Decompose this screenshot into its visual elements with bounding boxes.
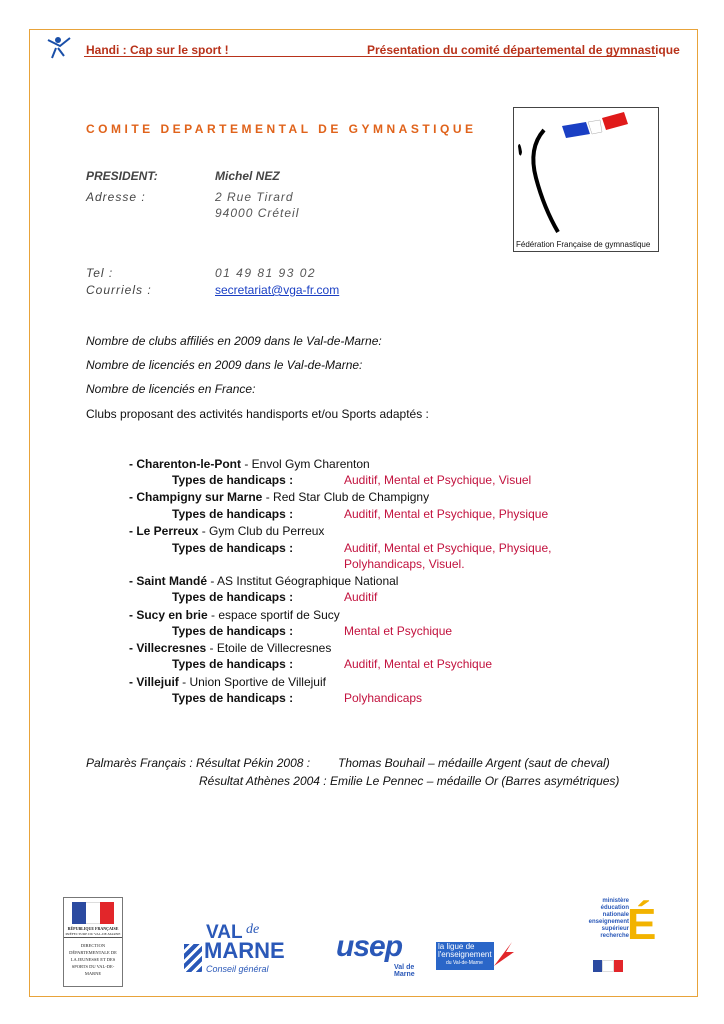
prefecture-direction: DIRECTION DÉPARTEMENTALE DE LA JEUNESSE ET DES SPORTS DU VAL-DE-MARNE <box>69 943 117 976</box>
palmares-pekin: Thomas Bouhail – médaille Argent (saut de cheval) <box>338 756 610 770</box>
stat-licencies-france: Nombre de licenciés en France: <box>86 382 256 396</box>
club-name: - Red Star Club de Champigny <box>262 490 430 504</box>
club-town: - Le Perreux <box>129 524 199 538</box>
ministere-line: ministère <box>602 898 629 904</box>
ministere-logo <box>585 898 665 980</box>
palmares-label: Palmarès Français : Résultat Pékin 2008 : <box>86 756 311 770</box>
ministere-line: enseignement <box>588 919 629 925</box>
club-item <box>129 641 331 655</box>
valdemarne-conseil: Conseil général <box>206 964 269 974</box>
header-rule <box>84 56 656 57</box>
club-item <box>129 490 429 504</box>
handicap-label: Types de handicaps : <box>172 590 294 604</box>
handicap-label: Types de handicaps : <box>172 624 294 638</box>
ministere-line: nationale <box>602 912 629 918</box>
handicap-label: Types de handicaps : <box>172 473 294 487</box>
valdemarne-stripes-icon <box>184 944 202 972</box>
club-name: - Union Sportive de Villejuif <box>178 675 326 689</box>
club-item <box>129 675 326 689</box>
ffg-caption: Fédération Française de gymnastique <box>516 240 651 249</box>
club-name: - Etoile de Villecresnes <box>206 641 332 655</box>
club-name: - Envol Gym Charenton <box>241 457 370 471</box>
president-label: PRESIDENT: <box>86 169 158 183</box>
valdemarne-logo <box>184 922 288 980</box>
ligue-line1: la ligue de <box>438 942 475 951</box>
stat-clubs-2009: Nombre de clubs affiliés en 2009 dans le Val-de-Marne: <box>86 334 382 348</box>
header-right: Présentation du comité départemental de gymnastique <box>367 43 680 57</box>
handicap-label: Types de handicaps : <box>172 507 294 521</box>
usep-logo <box>336 930 436 976</box>
ministere-e-icon: É <box>627 900 657 949</box>
email-link[interactable]: secretariat@vga-fr.com <box>215 283 340 297</box>
usep-text: usep <box>336 930 403 963</box>
handicap-values: Auditif, Mental et Psychique, Physique <box>344 507 549 521</box>
tricolor-flag-icon <box>72 902 114 924</box>
prefecture-title: RÉPUBLIQUE FRANÇAISE <box>67 926 119 931</box>
club-name: - espace sportif de Sucy <box>207 608 340 622</box>
handicap-values: Auditif <box>344 590 378 604</box>
handicap-label: Types de handicaps : <box>172 691 294 705</box>
palmares-athenes: Résultat Athènes 2004 : Emilie Le Pennec – médaille Or (Barres asymétriques) <box>199 774 620 788</box>
email-label: Courriels : <box>86 283 152 297</box>
page-title: COMITE DEPARTEMENTAL DE GYMNASTIQUE <box>86 122 477 136</box>
club-town: - Champigny sur Marne <box>129 490 263 504</box>
address-line2: 94000 Créteil <box>215 206 300 220</box>
ministere-line: supérieur <box>601 926 629 932</box>
gymnast-icon <box>514 108 658 236</box>
club-item <box>129 457 370 471</box>
ligue-line3: du Val-de-Marne <box>446 960 483 966</box>
ligue-logo <box>436 938 516 972</box>
ligue-arrow-icon <box>492 938 516 968</box>
handicap-values: Auditif, Mental et Psychique, Visuel <box>344 473 532 487</box>
handicap-values: Auditif, Mental et Psychique <box>344 657 493 671</box>
header-left: Handi : Cap sur le sport ! <box>86 43 229 57</box>
tel-value: 01 49 81 93 02 <box>215 266 317 280</box>
club-item <box>129 524 324 538</box>
ministere-flag-icon <box>593 960 623 972</box>
club-town: - Villejuif <box>129 675 179 689</box>
prefecture-logo <box>63 897 123 987</box>
club-town: - Charenton-le-Pont <box>129 457 241 471</box>
handicap-values: Polyhandicaps <box>344 691 423 705</box>
ffg-logo <box>513 107 659 252</box>
handi-logo-icon <box>42 32 76 62</box>
address-line1: 2 Rue Tirard <box>215 190 294 204</box>
club-name: - AS Institut Géographique National <box>207 574 399 588</box>
ministere-line: éducation <box>600 905 629 911</box>
handicap-label: Types de handicaps : <box>172 657 294 671</box>
club-town: - Saint Mandé <box>129 574 208 588</box>
handicap-values-cont: Polyhandicaps, Visuel. <box>344 557 465 571</box>
club-item <box>129 608 340 622</box>
club-town: - Villecresnes <box>129 641 207 655</box>
ligue-line2: l'enseignement <box>438 950 492 959</box>
valdemarne-val: VAL <box>206 922 243 943</box>
stat-licencies-2009: Nombre de licenciés en 2009 dans le Val-de-Marne: <box>86 358 363 372</box>
valdemarne-marne: MARNE <box>204 938 285 963</box>
stat-clubs-handi: Clubs proposant des activités handisports et/ou Sports adaptés : <box>86 407 429 421</box>
usep-sub: Val de Marne <box>394 964 415 978</box>
prefecture-sub: PRÉFECTURE DU VAL-DE-MARNE <box>65 932 121 936</box>
valdemarne-de: de <box>246 922 260 937</box>
president-value: Michel NEZ <box>215 169 280 183</box>
ministere-line: recherche <box>600 933 629 939</box>
club-town: - Sucy en brie <box>129 608 208 622</box>
handicap-label: Types de handicaps : <box>172 541 294 555</box>
handicap-values: Mental et Psychique <box>344 624 453 638</box>
address-label: Adresse : <box>86 190 146 204</box>
tel-label: Tel : <box>86 266 114 280</box>
handicap-values: Auditif, Mental et Psychique, Physique, <box>344 541 552 555</box>
club-item <box>129 574 398 588</box>
club-name: - Gym Club du Perreux <box>198 524 325 538</box>
